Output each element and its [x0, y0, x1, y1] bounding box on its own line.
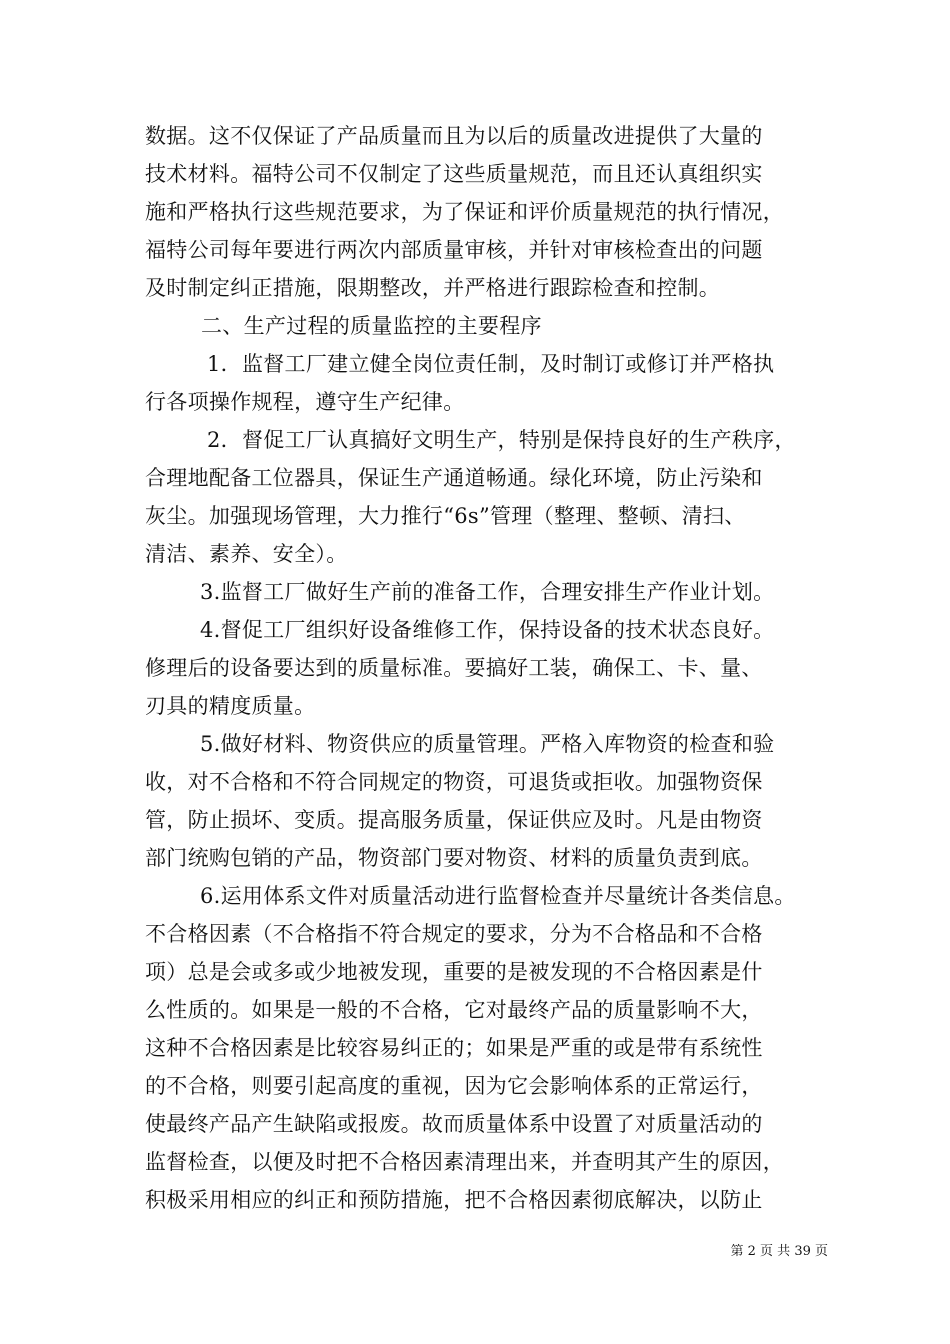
text-line: 的不合格，则要引起高度的重视，因为它会影响体系的正常运行，: [145, 1074, 763, 1098]
text-line: 清洁、素养、安全）。: [145, 542, 348, 566]
text-line: 监督检查，以便及时把不合格因素清理出来，并查明其产生的原因，: [145, 1150, 784, 1174]
text-line: 2．督促工厂认真搞好文明生产，特别是保持良好的生产秩序，: [207, 428, 796, 452]
text-line: 不合格因素（不合格指不符合规定的要求，分为不合格品和不合格: [145, 922, 763, 946]
text-line: 6.运用体系文件对质量活动进行监督检查并尽量统计各类信息。: [200, 884, 796, 908]
text-line: 5.做好材料、物资供应的质量管理。严格入库物资的检查和验: [200, 732, 775, 756]
text-line: 及时制定纠正措施，限期整改，并严格进行跟踪检查和控制。: [145, 276, 721, 300]
text-line: 刃具的精度质量。: [145, 694, 316, 718]
text-line: 项）总是会或多或少地被发现，重要的是被发现的不合格因素是什: [145, 960, 763, 984]
text-line: 3.监督工厂做好生产前的准备工作，合理安排生产作业计划。: [200, 580, 775, 604]
page-number: 第 2 页 共 39 页: [730, 1244, 828, 1259]
text-line: 行各项操作规程，遵守生产纪律。: [145, 390, 465, 414]
text-line: 合理地配备工位器具，保证生产通道畅通。绿化环境，防止污染和: [145, 466, 763, 490]
section-heading: 二、生产过程的质量监控的主要程序: [201, 314, 542, 338]
text-line: 福特公司每年要进行两次内部质量审核，并针对审核检查出的问题: [145, 238, 763, 262]
text-line: 修理后的设备要达到的质量标准。要搞好工装，确保工、卡、量、: [145, 656, 763, 680]
text-line: 灰尘。加强现场管理，大力推行“6s”管理（整理、整顿、清扫、: [145, 504, 746, 528]
text-line: 么性质的。如果是一般的不合格，它对最终产品的质量影响不大，: [145, 998, 763, 1022]
text-line: 技术材料。福特公司不仅制定了这些质量规范，而且还认真组织实: [145, 162, 763, 186]
document-body: [145, 117, 825, 1219]
text-line: 这种不合格因素是比较容易纠正的；如果是严重的或是带有系统性: [145, 1036, 763, 1060]
text-line: 数据。这不仅保证了产品质量而且为以后的质量改进提供了大量的: [145, 124, 763, 148]
text-line: 积极采用相应的纠正和预防措施，把不合格因素彻底解决，以防止: [145, 1188, 763, 1212]
text-line: 部门统购包销的产品，物资部门要对物资、材料的质量负责到底。: [145, 846, 763, 870]
text-line: 1．监督工厂建立健全岗位责任制，及时制订或修订并严格执: [207, 352, 775, 376]
text-line: 4.督促工厂组织好设备维修工作，保持设备的技术状态良好。: [200, 618, 775, 642]
text-line: 管，防止损坏、变质。提高服务质量，保证供应及时。凡是由物资: [145, 808, 763, 832]
text-line: 收，对不合格和不符合同规定的物资，可退货或拒收。加强物资保: [145, 770, 763, 794]
text-line: 施和严格执行这些规范要求，为了保证和评价质量规范的执行情况，: [145, 200, 784, 224]
text-line: 使最终产品产生缺陷或报废。故而质量体系中设置了对质量活动的: [145, 1112, 763, 1136]
